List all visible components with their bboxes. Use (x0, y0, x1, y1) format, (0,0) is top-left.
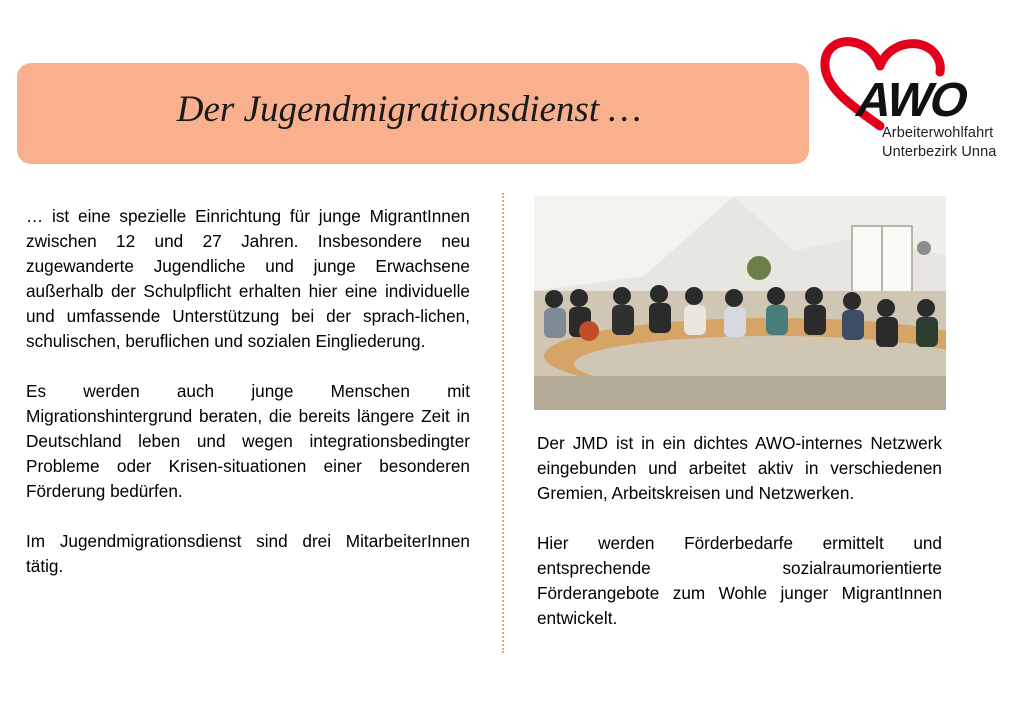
paragraph: … ist eine spezielle Einrichtung für junge MigrantInnen zwischen 12 und 27 Jahren. Insbesondere neu zugewanderte Jugendliche und junge Erwachsene außerhalb der Schulpflicht erhalten hier eine individuelle und umfassende Unterstützung bei der sprach-lichen, schulischen, beruflichen und sozialen Eingliederung. (26, 206, 470, 351)
logo-line-1: Arbeiterwohlfahrt (882, 125, 994, 141)
page-title: Der Jugendmigrationsdienst … (176, 89, 642, 130)
paragraph: Hier werden Förderbedarfe ermittelt und entsprechende sozialraumorientierte Förderangebote zum Wohle junger MigrantInnen entwickelt. (537, 533, 942, 628)
title-banner (17, 63, 809, 164)
awo-heart-icon (820, 36, 1020, 131)
awo-logo (820, 36, 1020, 166)
left-text-column (26, 204, 470, 604)
paragraph: Der JMD ist in ein dichtes AWO-internes Netzwerk eingebunden und arbeitet aktiv in verschiedenen Gremien, Arbeitskreisen und Netzwerken. (537, 433, 942, 503)
dotted-divider (502, 193, 504, 653)
group-meeting-photo (534, 196, 946, 410)
right-text-column (537, 431, 942, 656)
paragraph: Im Jugendmigrationsdienst sind drei MitarbeiterInnen tätig. (26, 531, 470, 576)
paragraph: Es werden auch junge Menschen mit Migrationshintergrund beraten, die bereits längere Zeit in Deutschland leben und wegen integrationsbedingter Probleme oder Krisen-situationen einer besonderen Förderung bedürfen. (26, 381, 470, 501)
awo-brand-text: AWO (850, 73, 973, 127)
logo-line-2: Unterbezirk Unna (882, 144, 997, 160)
